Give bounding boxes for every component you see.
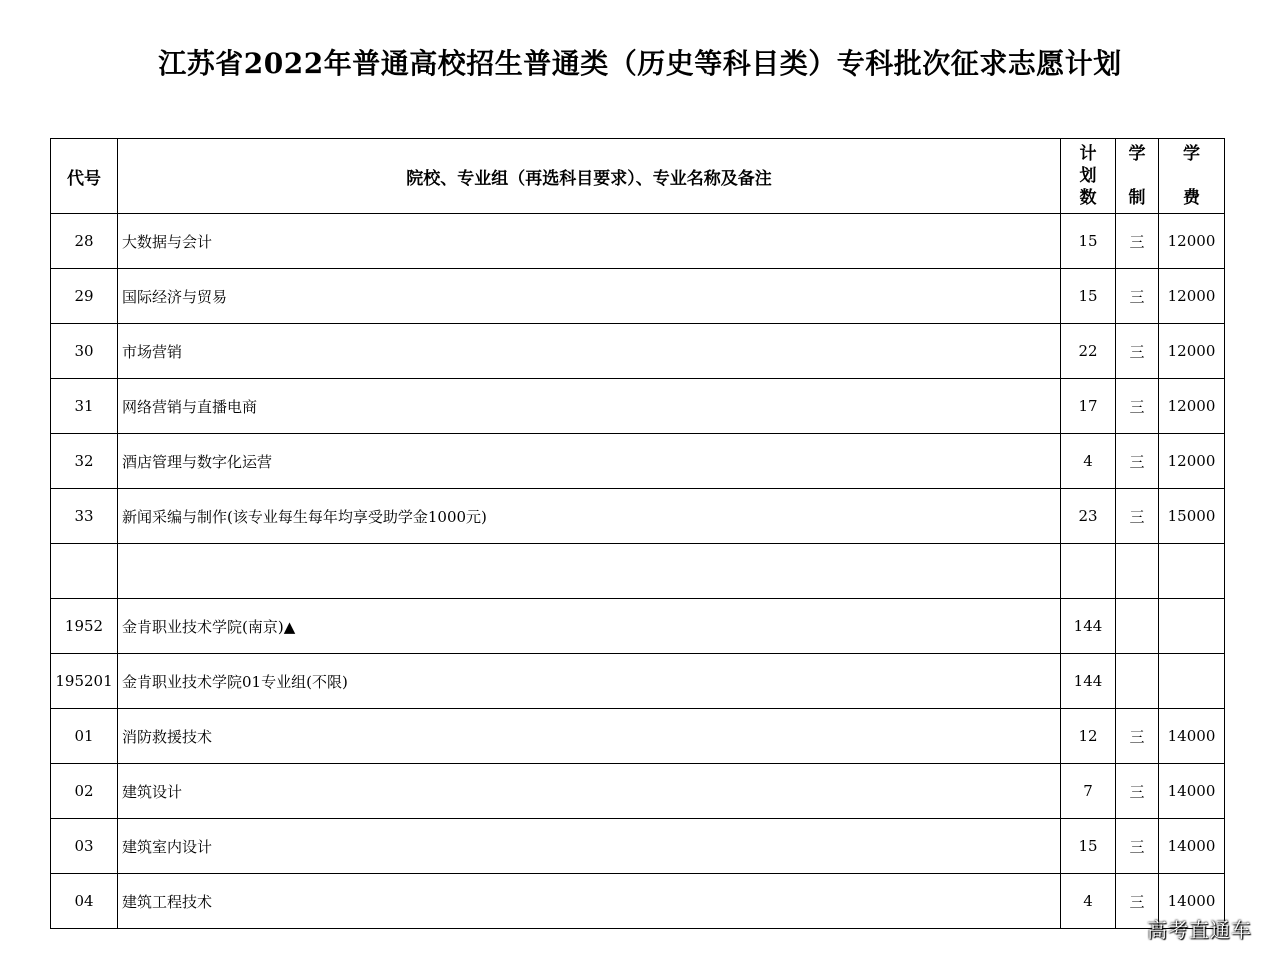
header-plan-char: 数: [1079, 188, 1097, 208]
row-plan: 144: [1061, 599, 1116, 654]
row-system: [1116, 654, 1159, 709]
table-row: [51, 324, 1225, 379]
row-name: 新闻采编与制作(该专业每生每年均享受助学金1000元): [118, 489, 1061, 544]
header-code: 代号: [51, 139, 118, 214]
row-name: [118, 544, 1061, 599]
row-fee: 12000: [1159, 214, 1225, 269]
table-row: [51, 819, 1225, 874]
header-fee-char: 费: [1183, 188, 1200, 208]
row-name: 建筑设计: [118, 764, 1061, 819]
row-system: 三: [1116, 269, 1159, 324]
row-name: 市场营销: [118, 324, 1061, 379]
row-fee: 14000: [1159, 819, 1225, 874]
header-plan: [1061, 139, 1116, 214]
row-system: 三: [1116, 709, 1159, 764]
row-name: 消防救援技术: [118, 709, 1061, 764]
row-code: 01: [51, 709, 118, 764]
row-name: 大数据与会计: [118, 214, 1061, 269]
header-system: [1116, 139, 1159, 214]
row-plan: [1061, 544, 1116, 599]
row-plan: 12: [1061, 709, 1116, 764]
row-code: 28: [51, 214, 118, 269]
row-plan: 15: [1061, 269, 1116, 324]
row-plan: 15: [1061, 819, 1116, 874]
row-plan: 7: [1061, 764, 1116, 819]
row-plan: 22: [1061, 324, 1116, 379]
row-fee: 14000: [1159, 709, 1225, 764]
row-code: 1952: [51, 599, 118, 654]
row-fee: 12000: [1159, 379, 1225, 434]
header-name: 院校、专业组（再选科目要求）、专业名称及备注: [118, 139, 1061, 214]
row-plan: 23: [1061, 489, 1116, 544]
table-row: [51, 709, 1225, 764]
row-plan: 144: [1061, 654, 1116, 709]
row-fee: [1159, 544, 1225, 599]
row-plan: 15: [1061, 214, 1116, 269]
row-system: [1116, 599, 1159, 654]
row-fee: [1159, 599, 1225, 654]
table-row: [51, 214, 1225, 269]
row-name: 酒店管理与数字化运营: [118, 434, 1061, 489]
row-name: 金肯职业技术学院(南京)▲: [118, 599, 1061, 654]
row-fee: 15000: [1159, 489, 1225, 544]
header-fee: [1159, 139, 1225, 214]
row-plan: 17: [1061, 379, 1116, 434]
header-plan-char: 计: [1079, 144, 1097, 164]
row-name: 建筑工程技术: [118, 874, 1061, 929]
row-code: 03: [51, 819, 118, 874]
table-row: [51, 764, 1225, 819]
table-row: [51, 874, 1225, 929]
header-plan-char: 划: [1079, 166, 1097, 186]
table-row: [51, 379, 1225, 434]
row-name: 建筑室内设计: [118, 819, 1061, 874]
row-system: 三: [1116, 324, 1159, 379]
table-row-institution: [51, 599, 1225, 654]
row-system: 三: [1116, 214, 1159, 269]
row-code: 30: [51, 324, 118, 379]
row-code: 31: [51, 379, 118, 434]
header-system-char: 制: [1128, 188, 1146, 208]
row-name: 金肯职业技术学院01专业组(不限): [118, 654, 1061, 709]
watermark: 高考直通车: [1147, 918, 1252, 942]
header-system-char: 学: [1128, 144, 1146, 164]
table-row: [51, 489, 1225, 544]
table-row-group: [51, 654, 1225, 709]
row-code: 195201: [51, 654, 118, 709]
table-row: [51, 269, 1225, 324]
row-fee: 14000: [1159, 874, 1225, 929]
row-plan: 4: [1061, 874, 1116, 929]
row-fee: 12000: [1159, 324, 1225, 379]
row-fee: [1159, 654, 1225, 709]
table-row-empty: [51, 544, 1225, 599]
row-fee: 12000: [1159, 434, 1225, 489]
row-fee: 14000: [1159, 764, 1225, 819]
row-code: 33: [51, 489, 118, 544]
row-name: 网络营销与直播电商: [118, 379, 1061, 434]
row-fee: 12000: [1159, 269, 1225, 324]
row-name: 国际经济与贸易: [118, 269, 1061, 324]
row-system: 三: [1116, 819, 1159, 874]
row-code: 29: [51, 269, 118, 324]
row-system: 三: [1116, 379, 1159, 434]
row-code: 02: [51, 764, 118, 819]
plan-table: [50, 138, 1225, 929]
row-system: 三: [1116, 874, 1159, 929]
table-row: [51, 434, 1225, 489]
row-system: 三: [1116, 764, 1159, 819]
header-fee-char: 学: [1183, 144, 1200, 164]
table-header-row: [51, 139, 1225, 214]
row-system: 三: [1116, 489, 1159, 544]
row-code: 32: [51, 434, 118, 489]
row-code: 04: [51, 874, 118, 929]
page-title: 江苏省2022年普通高校招生普通类（历史等科目类）专科批次征求志愿计划: [158, 47, 1122, 80]
row-plan: 4: [1061, 434, 1116, 489]
row-code: [51, 544, 118, 599]
row-system: 三: [1116, 434, 1159, 489]
row-system: [1116, 544, 1159, 599]
